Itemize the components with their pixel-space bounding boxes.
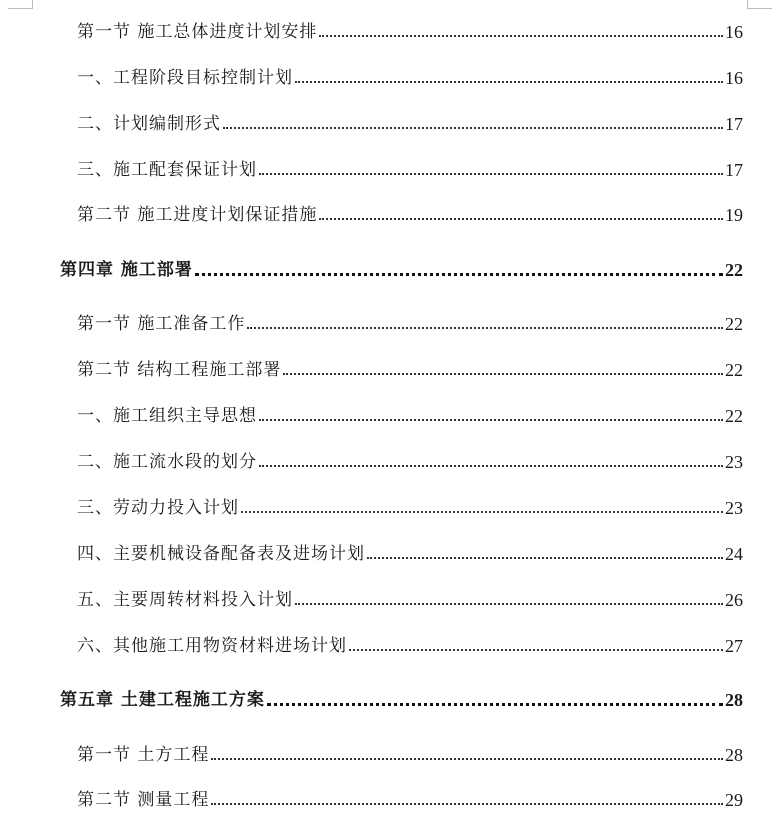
toc-entry-title: 第四章 施工部署	[60, 260, 193, 280]
toc-chapter-entry[interactable]	[60, 252, 743, 280]
page-corner-mark-left	[8, 0, 33, 9]
toc-page-number: 16	[725, 22, 743, 42]
toc-entry[interactable]	[77, 352, 743, 380]
toc-entry-title: 三、施工配套保证计划	[77, 160, 257, 180]
toc-dot-leader	[295, 602, 723, 605]
toc-page-number: 24	[725, 544, 743, 564]
toc-dot-leader	[259, 172, 723, 175]
toc-page-number: 22	[725, 360, 743, 380]
toc-dot-leader	[295, 80, 723, 83]
toc-dot-leader	[241, 510, 723, 513]
toc-page-number: 22	[725, 314, 743, 334]
toc-entry-title: 第五章 土建工程施工方案	[60, 690, 265, 710]
toc-entry[interactable]	[77, 490, 743, 518]
toc-entry-title: 二、计划编制形式	[77, 114, 221, 134]
toc-entry-title: 一、施工组织主导思想	[77, 406, 257, 426]
toc-dot-leader	[247, 326, 723, 329]
toc-page-number: 28	[725, 690, 743, 710]
toc-page-number: 29	[725, 790, 743, 810]
toc-entry[interactable]	[77, 444, 743, 472]
toc-entry[interactable]	[77, 14, 743, 42]
toc-entry-title: 第一节 施工总体进度计划安排	[77, 22, 318, 42]
toc-dot-leader	[319, 217, 723, 220]
toc-page-number: 23	[725, 452, 743, 472]
toc-dot-leader	[223, 126, 723, 129]
toc-page-number: 27	[725, 636, 743, 656]
toc-dot-leader	[195, 272, 723, 276]
toc-entry[interactable]	[77, 737, 743, 765]
toc-entry-title: 第二节 测量工程	[77, 790, 210, 810]
toc-page-number: 19	[725, 205, 743, 225]
toc-dot-leader	[319, 34, 723, 37]
toc-page-number: 26	[725, 590, 743, 610]
toc-dot-leader	[211, 757, 723, 760]
toc-entry-title: 六、其他施工用物资材料进场计划	[77, 636, 347, 656]
toc-entry[interactable]	[77, 398, 743, 426]
toc-page-number: 17	[725, 114, 743, 134]
toc-entry-title: 四、主要机械设备配备表及进场计划	[77, 544, 365, 564]
toc-page-number: 16	[725, 68, 743, 88]
toc-entry[interactable]	[77, 628, 743, 656]
toc-page-number: 22	[725, 260, 743, 280]
toc-entry-title: 第二节 施工进度计划保证措施	[77, 205, 318, 225]
toc-page-number: 17	[725, 160, 743, 180]
toc-entry[interactable]	[77, 106, 743, 134]
toc-entry[interactable]	[77, 197, 743, 225]
toc-chapter-entry[interactable]	[60, 682, 743, 710]
toc-entry-title: 二、施工流水段的划分	[77, 452, 257, 472]
toc-dot-leader	[367, 556, 723, 559]
toc-entry[interactable]	[77, 60, 743, 88]
toc-page-number: 23	[725, 498, 743, 518]
toc-dot-leader	[283, 372, 723, 375]
toc-page-number: 22	[725, 406, 743, 426]
toc-entry-title: 五、主要周转材料投入计划	[77, 590, 293, 610]
toc-entry[interactable]	[77, 582, 743, 610]
toc-entry-title: 第二节 结构工程施工部署	[77, 360, 282, 380]
toc-page-number: 28	[725, 745, 743, 765]
toc-dot-leader	[267, 702, 723, 706]
toc-entry[interactable]	[77, 782, 743, 810]
toc-dot-leader	[211, 802, 723, 805]
toc-entry-title: 第一节 施工准备工作	[77, 314, 246, 334]
page-corner-mark-right	[747, 0, 772, 9]
toc-entry-title: 一、工程阶段目标控制计划	[77, 68, 293, 88]
toc-entry[interactable]	[77, 536, 743, 564]
toc-dot-leader	[259, 418, 723, 421]
toc-entry[interactable]	[77, 152, 743, 180]
toc-entry-title: 三、劳动力投入计划	[77, 498, 239, 518]
toc-entry-title: 第一节 土方工程	[77, 745, 210, 765]
toc-dot-leader	[349, 648, 723, 651]
toc-dot-leader	[259, 464, 723, 467]
toc-entry[interactable]	[77, 306, 743, 334]
